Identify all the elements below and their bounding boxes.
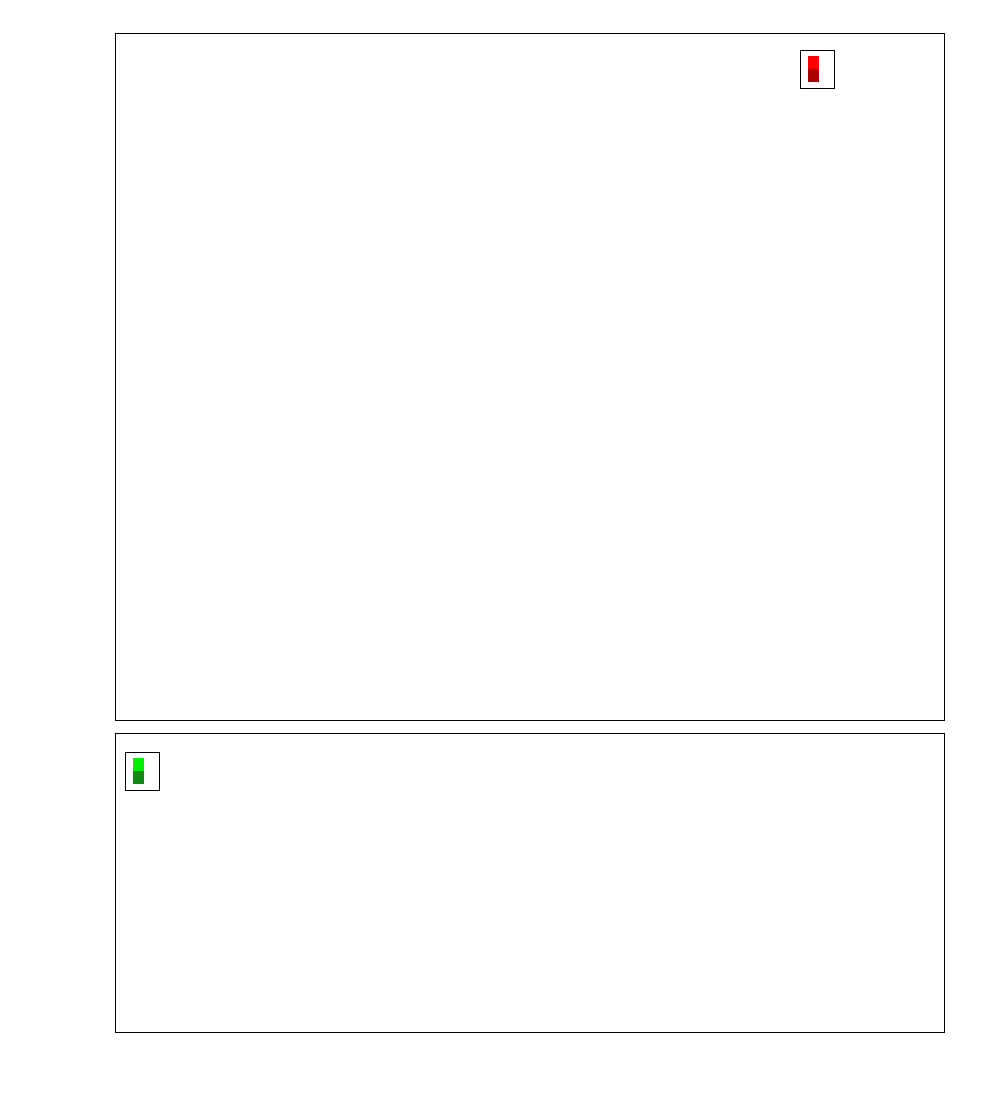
participation-swatch-icon (808, 56, 819, 69)
rupture-count-plot (115, 733, 945, 1033)
legend-item (133, 771, 151, 784)
bars-bottom (116, 734, 944, 1032)
legend-item (808, 69, 826, 82)
incremental-rate-plot (115, 33, 945, 721)
legend-item (808, 56, 826, 69)
legend-bottom (125, 752, 160, 791)
legend-top (800, 50, 835, 89)
utilized-ruptures-swatch-icon (133, 771, 144, 784)
bars-top (116, 34, 944, 720)
nucleation-swatch-icon (808, 69, 819, 82)
available-ruptures-swatch-icon (133, 758, 144, 771)
legend-item (133, 758, 151, 771)
